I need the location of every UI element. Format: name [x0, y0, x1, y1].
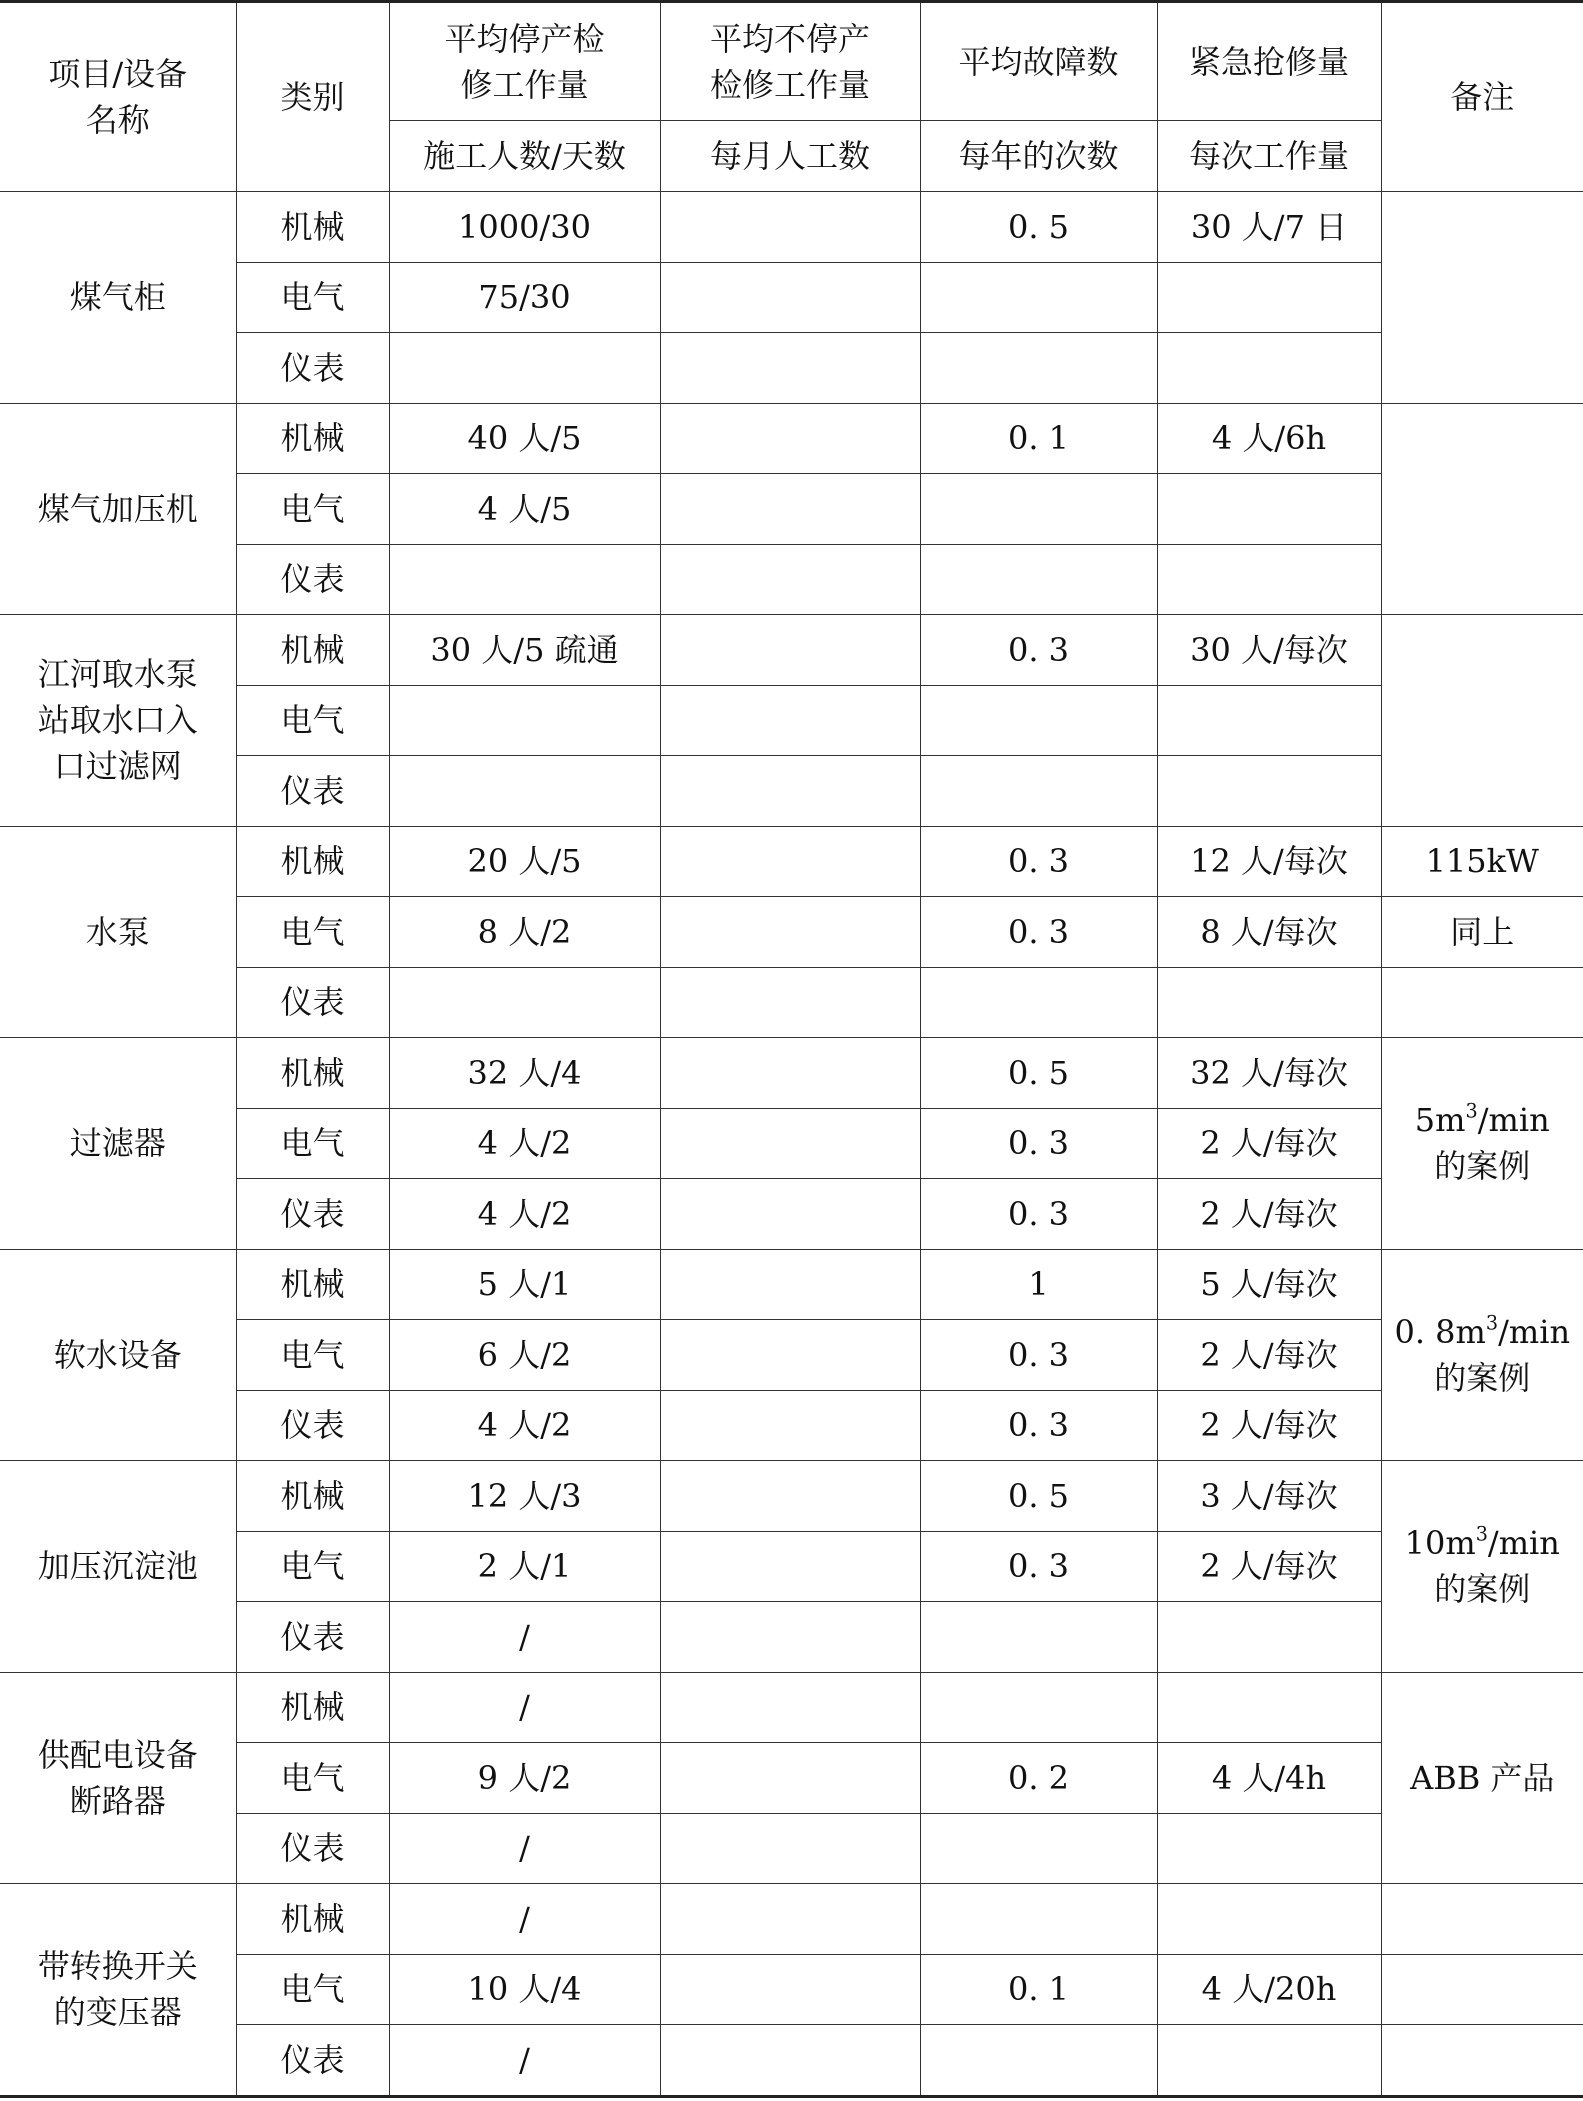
- fault-count-cell: [920, 1602, 1157, 1673]
- category-cell: 电气: [236, 1531, 389, 1602]
- table-row: [0, 1602, 1583, 1673]
- header-remark: 备注: [1381, 2, 1583, 192]
- table-row: [0, 897, 1583, 968]
- shutdown-workload-cell: 12 人/3: [389, 1461, 660, 1532]
- category-cell: 仪表: [236, 2025, 389, 2097]
- remark-cell: [1381, 403, 1583, 615]
- category-cell: 仪表: [236, 1813, 389, 1884]
- category-cell: 仪表: [236, 544, 389, 615]
- online-workload-cell: [660, 1179, 920, 1250]
- remark-cell: [1381, 1038, 1583, 1250]
- online-workload-cell: [660, 967, 920, 1038]
- online-workload-cell: [660, 897, 920, 968]
- emergency-workload-cell: 30 人/每次: [1157, 615, 1381, 686]
- shutdown-workload-cell: 30 人/5 疏通: [389, 615, 660, 686]
- category-cell: 仪表: [236, 1390, 389, 1461]
- remark-cell: [1381, 967, 1583, 1038]
- remark-unit: /min 的案例: [1434, 1524, 1560, 1609]
- online-workload-cell: [660, 474, 920, 545]
- shutdown-workload-cell: /: [389, 1672, 660, 1743]
- shutdown-workload-cell: [389, 333, 660, 404]
- category-cell: 电气: [236, 1320, 389, 1391]
- equipment-name: 供配电设备 断路器: [0, 1672, 236, 1884]
- emergency-workload-cell: 3 人/每次: [1157, 1461, 1381, 1532]
- emergency-workload-cell: [1157, 262, 1381, 333]
- header-faults-unit: 每年的次数: [920, 121, 1157, 192]
- equipment-name: 水泵: [0, 826, 236, 1038]
- online-workload-cell: [660, 403, 920, 474]
- fault-count-cell: 0. 1: [920, 403, 1157, 474]
- emergency-workload-cell: 2 人/每次: [1157, 1531, 1381, 1602]
- table-row: [0, 544, 1583, 615]
- emergency-workload-cell: 12 人/每次: [1157, 826, 1381, 897]
- category-cell: 电气: [236, 1954, 389, 2025]
- table-row: [0, 2025, 1583, 2097]
- category-cell: 仪表: [236, 1602, 389, 1673]
- equipment-name: 软水设备: [0, 1249, 236, 1461]
- remark-unit: /min 的案例: [1434, 1312, 1571, 1397]
- fault-count-cell: 0. 5: [920, 192, 1157, 263]
- header-row-main: [0, 2, 1583, 121]
- fault-count-cell: [920, 544, 1157, 615]
- emergency-workload-cell: 5 人/每次: [1157, 1249, 1381, 1320]
- fault-count-cell: 0. 3: [920, 1179, 1157, 1250]
- table-row: [0, 1249, 1583, 1320]
- online-workload-cell: [660, 192, 920, 263]
- shutdown-workload-cell: [389, 685, 660, 756]
- emergency-workload-cell: 2 人/每次: [1157, 1390, 1381, 1461]
- emergency-workload-cell: 8 人/每次: [1157, 897, 1381, 968]
- emergency-workload-cell: [1157, 2025, 1381, 2097]
- header-category: 类别: [236, 2, 389, 192]
- table-row: [0, 474, 1583, 545]
- emergency-workload-cell: [1157, 756, 1381, 827]
- category-cell: 仪表: [236, 756, 389, 827]
- table-row: [0, 1390, 1583, 1461]
- table-row: [0, 1954, 1583, 2025]
- remark-exponent: 3: [1485, 1311, 1499, 1335]
- table-body: [0, 192, 1583, 2097]
- online-workload-cell: [660, 1954, 920, 2025]
- equipment-name: 煤气柜: [0, 192, 236, 404]
- emergency-workload-cell: 4 人/4h: [1157, 1743, 1381, 1814]
- fault-count-cell: [920, 262, 1157, 333]
- table-row: [0, 1884, 1583, 1955]
- equipment-name: 过滤器: [0, 1038, 236, 1250]
- table-row: [0, 333, 1583, 404]
- fault-count-cell: [920, 967, 1157, 1038]
- shutdown-workload-cell: /: [389, 1884, 660, 1955]
- online-workload-cell: [660, 1461, 920, 1532]
- online-workload-cell: [660, 1884, 920, 1955]
- shutdown-workload-cell: 4 人/5: [389, 474, 660, 545]
- table-row: [0, 756, 1583, 827]
- category-cell: 机械: [236, 1884, 389, 1955]
- shutdown-workload-cell: 4 人/2: [389, 1108, 660, 1179]
- category-cell: 机械: [236, 192, 389, 263]
- shutdown-workload-cell: 32 人/4: [389, 1038, 660, 1109]
- fault-count-cell: 0. 2: [920, 1743, 1157, 1814]
- online-workload-cell: [660, 1038, 920, 1109]
- online-workload-cell: [660, 685, 920, 756]
- table-row: [0, 1108, 1583, 1179]
- fault-count-cell: [920, 1884, 1157, 1955]
- fault-count-cell: [920, 1672, 1157, 1743]
- fault-count-cell: [920, 685, 1157, 756]
- shutdown-workload-cell: 4 人/2: [389, 1390, 660, 1461]
- table-row: [0, 403, 1583, 474]
- equipment-name: 加压沉淀池: [0, 1461, 236, 1673]
- emergency-workload-cell: [1157, 1884, 1381, 1955]
- online-workload-cell: [660, 1320, 920, 1391]
- shutdown-workload-cell: 4 人/2: [389, 1179, 660, 1250]
- remark-unit: /min 的案例: [1434, 1101, 1550, 1186]
- header-emergency: 紧急抢修量: [1157, 2, 1381, 121]
- fault-count-cell: 0. 1: [920, 1954, 1157, 2025]
- remark-cell: ABB 产品: [1381, 1672, 1583, 1884]
- shutdown-workload-cell: /: [389, 1602, 660, 1673]
- category-cell: 机械: [236, 826, 389, 897]
- remark-cell: [1381, 2025, 1583, 2097]
- online-workload-cell: [660, 826, 920, 897]
- fault-count-cell: [920, 2025, 1157, 2097]
- category-cell: 机械: [236, 615, 389, 686]
- emergency-workload-cell: [1157, 544, 1381, 615]
- shutdown-workload-cell: /: [389, 1813, 660, 1884]
- table-row: [0, 685, 1583, 756]
- fault-count-cell: 0. 5: [920, 1038, 1157, 1109]
- category-cell: 电气: [236, 262, 389, 333]
- emergency-workload-cell: [1157, 967, 1381, 1038]
- fault-count-cell: 0. 3: [920, 1390, 1157, 1461]
- table-row: [0, 1179, 1583, 1250]
- online-workload-cell: [660, 333, 920, 404]
- emergency-workload-cell: [1157, 333, 1381, 404]
- fault-count-cell: 0. 5: [920, 1461, 1157, 1532]
- fault-count-cell: 0. 3: [920, 1320, 1157, 1391]
- online-workload-cell: [660, 1531, 920, 1602]
- table-row: [0, 1461, 1583, 1532]
- remark-value: 10m: [1404, 1524, 1476, 1563]
- header-item: 项目/设备 名称: [0, 2, 236, 192]
- table-row: [0, 1813, 1583, 1884]
- emergency-workload-cell: 2 人/每次: [1157, 1108, 1381, 1179]
- emergency-workload-cell: [1157, 474, 1381, 545]
- header-emergency-unit: 每次工作量: [1157, 121, 1381, 192]
- header-online-work: 平均不停产 检修工作量: [660, 2, 920, 121]
- equipment-name: 江河取水泵 站取水口入 口过滤网: [0, 615, 236, 827]
- emergency-workload-cell: 30 人/7 日: [1157, 192, 1381, 263]
- emergency-workload-cell: 2 人/每次: [1157, 1179, 1381, 1250]
- remark-cell: 同上: [1381, 897, 1583, 968]
- emergency-workload-cell: 2 人/每次: [1157, 1320, 1381, 1391]
- online-workload-cell: [660, 1813, 920, 1884]
- table-row: [0, 262, 1583, 333]
- table-row: [0, 826, 1583, 897]
- fault-count-cell: [920, 756, 1157, 827]
- shutdown-workload-cell: [389, 756, 660, 827]
- table-row: [0, 967, 1583, 1038]
- table-header: [0, 2, 1583, 192]
- emergency-workload-cell: 32 人/每次: [1157, 1038, 1381, 1109]
- category-cell: 电气: [236, 897, 389, 968]
- emergency-workload-cell: [1157, 1602, 1381, 1673]
- shutdown-workload-cell: 2 人/1: [389, 1531, 660, 1602]
- remark-cell: [1381, 1249, 1583, 1461]
- shutdown-workload-cell: [389, 967, 660, 1038]
- category-cell: 仪表: [236, 1179, 389, 1250]
- table-row: [0, 1531, 1583, 1602]
- remark-value: 5m: [1414, 1101, 1466, 1140]
- shutdown-workload-cell: 9 人/2: [389, 1743, 660, 1814]
- shutdown-workload-cell: 8 人/2: [389, 897, 660, 968]
- category-cell: 电气: [236, 1108, 389, 1179]
- table-row: [0, 1743, 1583, 1814]
- equipment-name: 带转换开关 的变压器: [0, 1884, 236, 2097]
- online-workload-cell: [660, 1743, 920, 1814]
- remark-exponent: 3: [1475, 1522, 1488, 1546]
- header-shutdown-unit: 施工人数/天数: [389, 121, 660, 192]
- shutdown-workload-cell: /: [389, 2025, 660, 2097]
- shutdown-workload-cell: 75/30: [389, 262, 660, 333]
- online-workload-cell: [660, 1602, 920, 1673]
- online-workload-cell: [660, 615, 920, 686]
- category-cell: 电气: [236, 1743, 389, 1814]
- online-workload-cell: [660, 1672, 920, 1743]
- remark-cell: 115kW: [1381, 826, 1583, 897]
- fault-count-cell: 0. 3: [920, 1531, 1157, 1602]
- remark-cell: [1381, 1954, 1583, 2025]
- category-cell: 机械: [236, 1672, 389, 1743]
- table-row: [0, 615, 1583, 686]
- fault-count-cell: 1: [920, 1249, 1157, 1320]
- remark-exponent: 3: [1465, 1099, 1478, 1123]
- online-workload-cell: [660, 1249, 920, 1320]
- category-cell: 机械: [236, 403, 389, 474]
- online-workload-cell: [660, 262, 920, 333]
- shutdown-workload-cell: 20 人/5: [389, 826, 660, 897]
- shutdown-workload-cell: 10 人/4: [389, 1954, 660, 2025]
- shutdown-workload-cell: [389, 544, 660, 615]
- fault-count-cell: [920, 1813, 1157, 1884]
- remark-cell: [1381, 615, 1583, 827]
- remark-cell: [1381, 192, 1583, 404]
- table-row: [0, 1320, 1583, 1391]
- online-workload-cell: [660, 756, 920, 827]
- category-cell: 仪表: [236, 967, 389, 1038]
- category-cell: 机械: [236, 1461, 389, 1532]
- shutdown-workload-cell: 40 人/5: [389, 403, 660, 474]
- online-workload-cell: [660, 1390, 920, 1461]
- table-row: [0, 192, 1583, 263]
- fault-count-cell: 0. 3: [920, 1108, 1157, 1179]
- emergency-workload-cell: 4 人/6h: [1157, 403, 1381, 474]
- emergency-workload-cell: [1157, 1672, 1381, 1743]
- remark-cell: [1381, 1884, 1583, 1955]
- table-row: [0, 1038, 1583, 1109]
- fault-count-cell: 0. 3: [920, 615, 1157, 686]
- fault-count-cell: 0. 3: [920, 897, 1157, 968]
- shutdown-workload-cell: 1000/30: [389, 192, 660, 263]
- category-cell: 仪表: [236, 333, 389, 404]
- header-shutdown-work: 平均停产检 修工作量: [389, 2, 660, 121]
- shutdown-workload-cell: 6 人/2: [389, 1320, 660, 1391]
- emergency-workload-cell: 4 人/20h: [1157, 1954, 1381, 2025]
- fault-count-cell: 0. 3: [920, 826, 1157, 897]
- online-workload-cell: [660, 2025, 920, 2097]
- shutdown-workload-cell: 5 人/1: [389, 1249, 660, 1320]
- fault-count-cell: [920, 474, 1157, 545]
- emergency-workload-cell: [1157, 685, 1381, 756]
- table-row: [0, 1672, 1583, 1743]
- header-online-unit: 每月人工数: [660, 121, 920, 192]
- remark-cell: [1381, 1461, 1583, 1673]
- online-workload-cell: [660, 1108, 920, 1179]
- fault-count-cell: [920, 333, 1157, 404]
- online-workload-cell: [660, 544, 920, 615]
- remark-value: 0. 8m: [1394, 1312, 1486, 1351]
- category-cell: 机械: [236, 1038, 389, 1109]
- category-cell: 电气: [236, 685, 389, 756]
- header-faults: 平均故障数: [920, 2, 1157, 121]
- category-cell: 电气: [236, 474, 389, 545]
- category-cell: 机械: [236, 1249, 389, 1320]
- equipment-name: 煤气加压机: [0, 403, 236, 615]
- emergency-workload-cell: [1157, 1813, 1381, 1884]
